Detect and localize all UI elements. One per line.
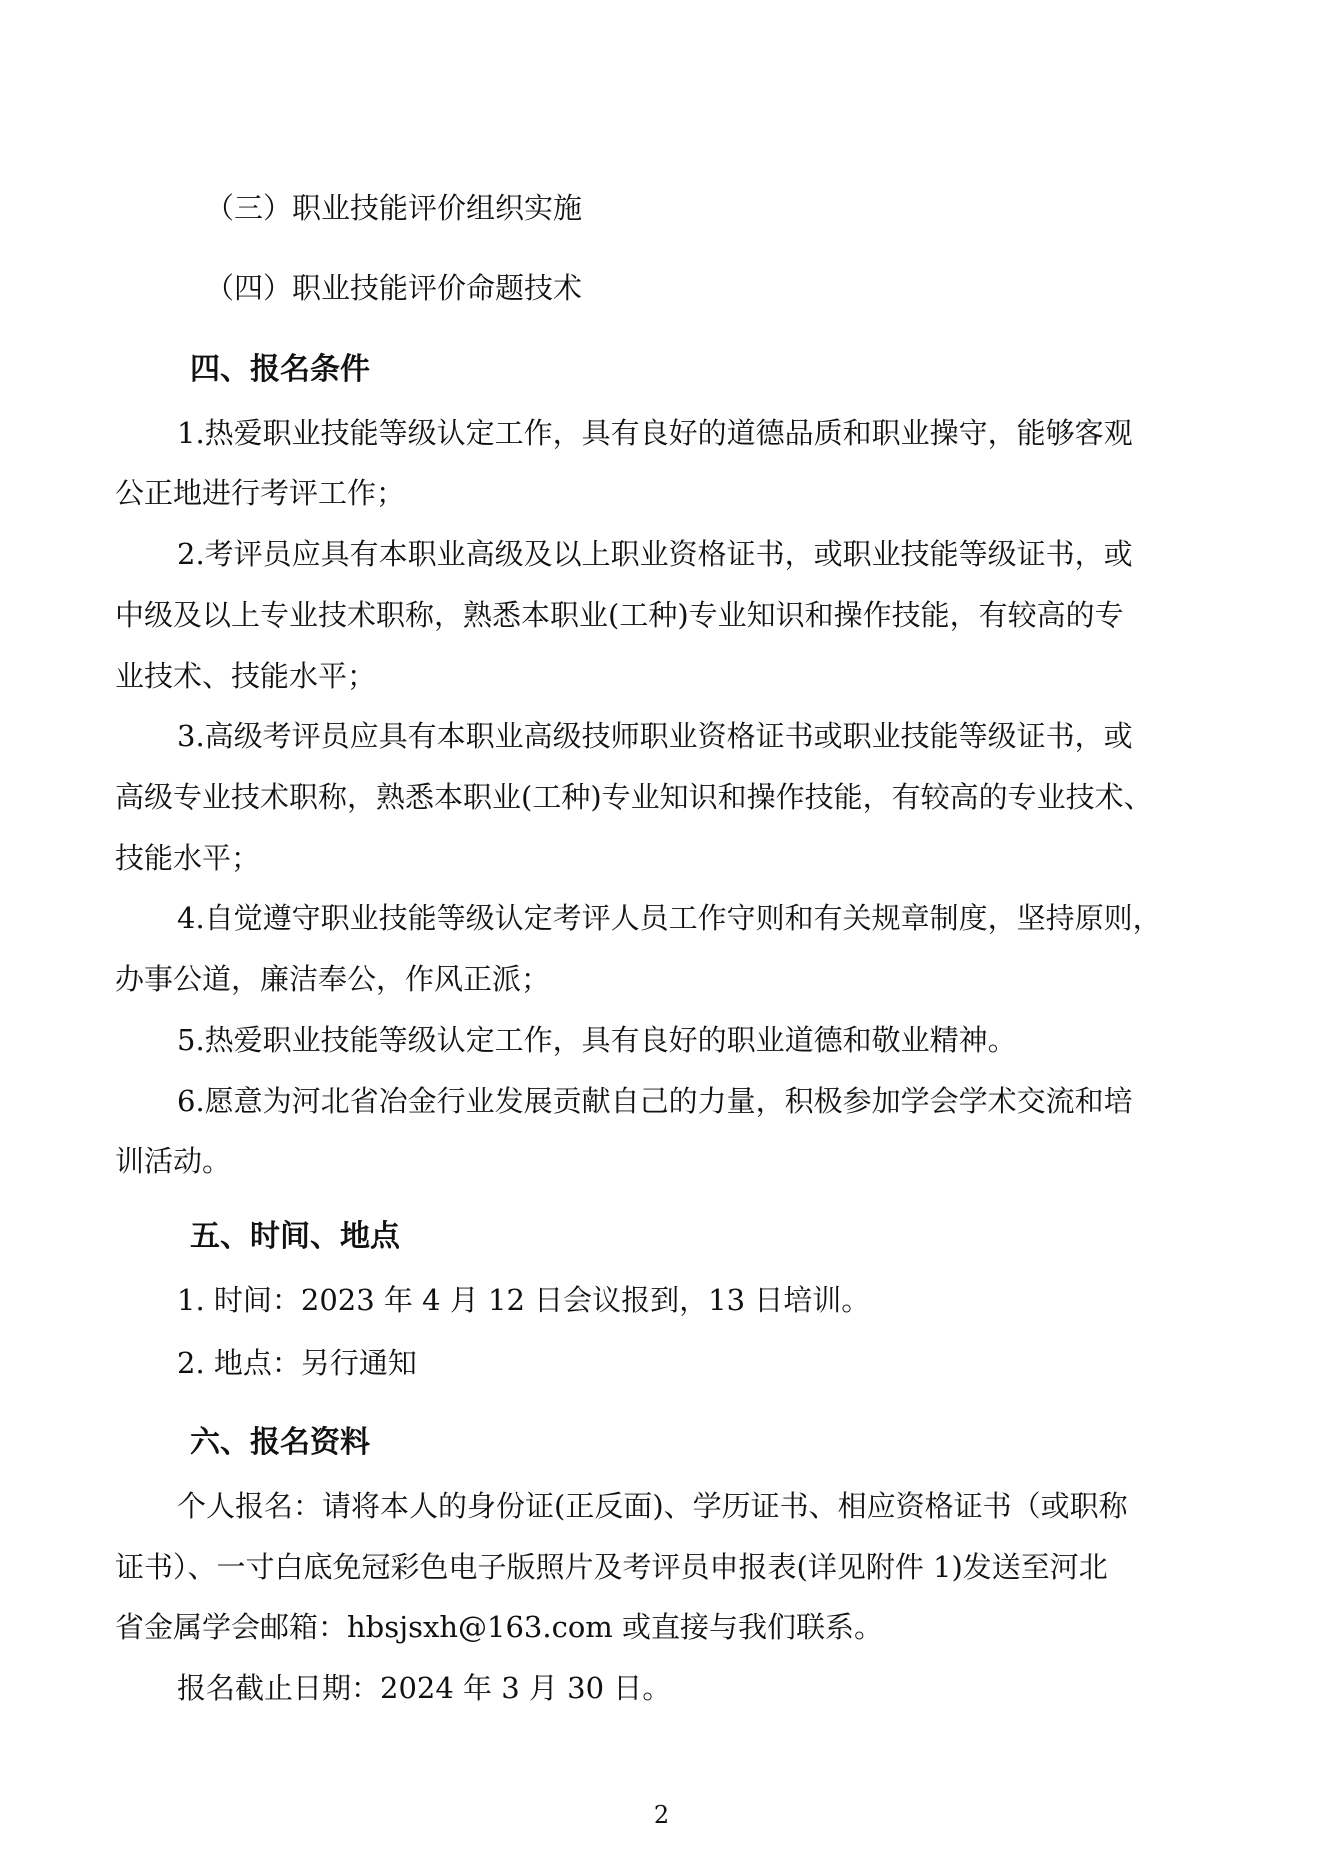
section5-place: 2. 地点：另行通知 [177,1346,417,1380]
section6-deadline: 报名截止日期：2024 年 3 月 30 日。 [177,1671,672,1705]
section4-p4-line1: 4.自觉遵守职业技能等级认定考评人员工作守则和有关规章制度，坚持原则， [177,901,1162,935]
section4-p3-line2: 高级专业技术职称，熟悉本职业(工种)专业知识和操作技能，有较高的专业技术、 [115,780,1153,814]
section5-heading: 五、时间、地点 [190,1219,400,1254]
section4-p3-line3: 技能水平； [115,841,261,875]
section3-item3: （三）职业技能评价组织实施 [205,191,583,225]
section4-heading: 四、报名条件 [190,352,370,387]
section4-p4-line2: 办事公道，廉洁奉公，作风正派； [115,962,551,996]
section6-p1-line2: 证书）、一寸白底免冠彩色电子版照片及考评员申报表(详见附件 1)发送至河北 [115,1550,1108,1584]
section4-p3-line1: 3.高级考评员应具有本职业高级技师职业资格证书或职业技能等级证书，或 [177,719,1133,753]
section6-p1-line1: 个人报名：请将本人的身份证(正反面)、学历证书、相应资格证书（或职称 [177,1489,1128,1523]
section4-p2-line3: 业技术、技能水平； [115,659,377,693]
section4-p5-line1: 5.热爱职业技能等级认定工作，具有良好的职业道德和敬业精神。 [177,1023,1017,1057]
section3-item4: （四）职业技能评价命题技术 [205,271,583,305]
section5-time: 1. 时间：2023 年 4 月 12 日会议报到，13 日培训。 [177,1283,871,1317]
section4-p2-line1: 2.考评员应具有本职业高级及以上职业资格证书，或职业技能等级证书，或 [177,537,1133,571]
section4-p2-line2: 中级及以上专业技术职称，熟悉本职业(工种)专业知识和操作技能，有较高的专 [115,598,1124,632]
section4-p6-line2: 训活动。 [115,1144,232,1178]
section6-heading: 六、报名资料 [190,1425,370,1460]
section6-p1-line3: 省金属学会邮箱：hbsjsxh@163.com 或直接与我们联系。 [115,1610,884,1644]
section4-p1-line2: 公正地进行考评工作； [115,476,406,510]
section4-p1-line1: 1.热爱职业技能等级认定工作，具有良好的道德品质和职业操守，能够客观 [177,416,1133,450]
section4-p6-line1: 6.愿意为河北省冶金行业发展贡献自己的力量，积极参加学会学术交流和培 [177,1084,1133,1118]
page-number: 2 [653,1801,670,1829]
